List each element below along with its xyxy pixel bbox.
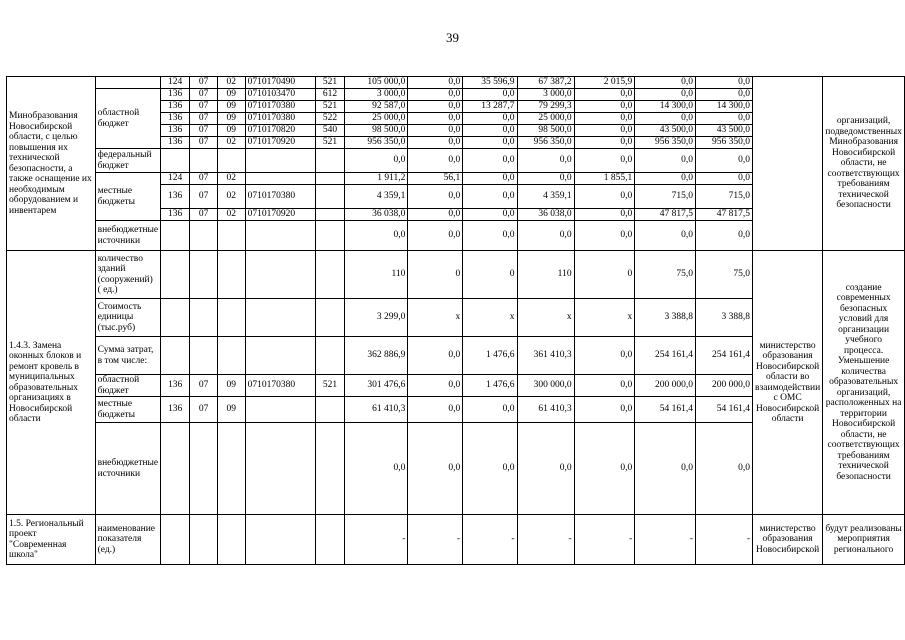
cell-rz bbox=[190, 337, 218, 375]
cell-y1: 300 000,0 bbox=[517, 375, 574, 397]
cell-y1: 110 bbox=[517, 251, 574, 299]
cell-total: 4 359,1 bbox=[344, 185, 407, 209]
source-cell: областной бюджет bbox=[95, 89, 161, 149]
result-cell: организаций, подведомственных Минобразования Новосибирской области, не соответствующих требованиям технической безопасности bbox=[823, 77, 905, 251]
cell-y3: 0,0 bbox=[635, 113, 696, 125]
cell-grbs: 136 bbox=[161, 113, 190, 125]
cell-pr bbox=[217, 515, 245, 565]
cell-csr: 0710170380 bbox=[245, 185, 315, 209]
cell-grbs: 136 bbox=[161, 209, 190, 221]
cell-rz bbox=[190, 251, 218, 299]
cell-total: 36 038,0 bbox=[344, 209, 407, 221]
cell-fed: 0,0 bbox=[408, 397, 463, 423]
cell-csr: 0710103470 bbox=[245, 89, 315, 101]
cell-y2: 0,0 bbox=[574, 337, 635, 375]
cell-reg: 13 287,7 bbox=[463, 101, 517, 113]
cell-y2: 0,0 bbox=[574, 209, 635, 221]
cell-y2: 0 bbox=[574, 251, 635, 299]
cell-rz: 07 bbox=[190, 89, 218, 101]
cell-grbs: 136 bbox=[161, 101, 190, 113]
cell-rz bbox=[190, 515, 218, 565]
cell-pr: 02 bbox=[217, 173, 245, 185]
cell-grbs bbox=[161, 299, 190, 337]
cell-grbs: 136 bbox=[161, 397, 190, 423]
executor-cell bbox=[753, 77, 823, 251]
cell-reg: 0,0 bbox=[463, 137, 517, 149]
cell-y4: 43 500,0 bbox=[695, 125, 752, 137]
cell-vr bbox=[315, 209, 344, 221]
cell-grbs: 136 bbox=[161, 375, 190, 397]
cell-y3: 43 500,0 bbox=[635, 125, 696, 137]
cell-y2: 2 015,9 bbox=[574, 77, 635, 89]
cell-pr bbox=[217, 423, 245, 515]
cell-csr bbox=[245, 515, 315, 565]
cell-grbs bbox=[161, 423, 190, 515]
cell-reg: 0,0 bbox=[463, 209, 517, 221]
result-cell: будут реализованы мероприятия регионального bbox=[823, 515, 905, 565]
cell-reg: 0,0 bbox=[463, 149, 517, 173]
cell-y3: 254 161,4 bbox=[635, 337, 696, 375]
cell-y1: 79 299,3 bbox=[517, 101, 574, 113]
cell-y2: 0,0 bbox=[574, 137, 635, 149]
cell-reg: 0,0 bbox=[463, 221, 517, 251]
cell-y3: 75,0 bbox=[635, 251, 696, 299]
cell-y4: 3 388,8 bbox=[695, 299, 752, 337]
cell-total: 3 299,0 bbox=[344, 299, 407, 337]
cell-total: 0,0 bbox=[344, 423, 407, 515]
page-number: 39 bbox=[446, 30, 459, 45]
cell-reg: 0,0 bbox=[463, 125, 517, 137]
source-cell: федеральный бюджет bbox=[95, 149, 161, 173]
cell-fed: 0,0 bbox=[408, 375, 463, 397]
cell-total: 61 410,3 bbox=[344, 397, 407, 423]
cell-pr: 09 bbox=[217, 375, 245, 397]
cell-vr bbox=[315, 423, 344, 515]
cell-rz: 07 bbox=[190, 77, 218, 89]
cell-pr bbox=[217, 221, 245, 251]
cell-pr: 02 bbox=[217, 185, 245, 209]
cell-csr bbox=[245, 337, 315, 375]
cell-fed: 0,0 bbox=[408, 337, 463, 375]
cell-csr: 0710170820 bbox=[245, 125, 315, 137]
cell-pr bbox=[217, 299, 245, 337]
cell-grbs: 124 bbox=[161, 77, 190, 89]
cell-csr: 0710170380 bbox=[245, 375, 315, 397]
cell-total: - bbox=[344, 515, 407, 565]
cell-total: 110 bbox=[344, 251, 407, 299]
cell-vr: 521 bbox=[315, 375, 344, 397]
cell-y1: 361 410,3 bbox=[517, 337, 574, 375]
cell-total: 105 000,0 bbox=[344, 77, 407, 89]
activity-cell: Минобразования Новосибирской области, с целью повышения их технической безопасности, а также оснащение их необходимым оборудованием и инвентарем bbox=[7, 77, 96, 251]
source-cell: Сумма затрат, в том числе: bbox=[95, 337, 161, 375]
source-cell: местные бюджеты bbox=[95, 397, 161, 423]
cell-y3: 54 161,4 bbox=[635, 397, 696, 423]
cell-pr: 02 bbox=[217, 77, 245, 89]
cell-vr bbox=[315, 397, 344, 423]
cell-fed: - bbox=[408, 515, 463, 565]
cell-reg: x bbox=[463, 299, 517, 337]
cell-vr: 540 bbox=[315, 125, 344, 137]
source-cell: внебюджетные источники bbox=[95, 423, 161, 515]
cell-vr bbox=[315, 221, 344, 251]
cell-reg: 0,0 bbox=[463, 185, 517, 209]
executor-cell: министерство образования Новосибирской bbox=[753, 515, 823, 565]
cell-pr: 09 bbox=[217, 397, 245, 423]
cell-y4: 200 000,0 bbox=[695, 375, 752, 397]
cell-grbs bbox=[161, 251, 190, 299]
source-cell: наименование показателя (ед.) bbox=[95, 515, 161, 565]
source-cell: внебюджетные источники bbox=[95, 221, 161, 251]
cell-y2: 0,0 bbox=[574, 221, 635, 251]
cell-fed: 0,0 bbox=[408, 89, 463, 101]
cell-rz: 07 bbox=[190, 137, 218, 149]
result-cell: создание современных безопасных условий для организации учебного процесса. Уменьшение количества образовательных организаций, расположенных на территории Новосибирской области, не соответствующих требованиям технической безопасности bbox=[823, 251, 905, 515]
cell-grbs: 136 bbox=[161, 185, 190, 209]
cell-csr: 0710170920 bbox=[245, 137, 315, 149]
cell-vr: 612 bbox=[315, 89, 344, 101]
cell-reg: 0,0 bbox=[463, 173, 517, 185]
cell-y2: 1 855,1 bbox=[574, 173, 635, 185]
cell-y4: - bbox=[695, 515, 752, 565]
cell-vr: 521 bbox=[315, 137, 344, 149]
cell-fed: 0,0 bbox=[408, 101, 463, 113]
cell-grbs: 136 bbox=[161, 125, 190, 137]
cell-grbs: 136 bbox=[161, 89, 190, 101]
cell-csr: 0710170380 bbox=[245, 101, 315, 113]
cell-y1: 98 500,0 bbox=[517, 125, 574, 137]
cell-csr: 0710170380 bbox=[245, 113, 315, 125]
source-cell: областной бюджет bbox=[95, 375, 161, 397]
cell-y1: 4 359,1 bbox=[517, 185, 574, 209]
cell-vr: 522 bbox=[315, 113, 344, 125]
cell-pr bbox=[217, 251, 245, 299]
cell-fed: 0,0 bbox=[408, 113, 463, 125]
cell-reg: 0,0 bbox=[463, 113, 517, 125]
cell-fed: 0,0 bbox=[408, 137, 463, 149]
cell-rz: 07 bbox=[190, 101, 218, 113]
cell-total: 0,0 bbox=[344, 221, 407, 251]
cell-vr: 521 bbox=[315, 77, 344, 89]
cell-total: 98 500,0 bbox=[344, 125, 407, 137]
cell-vr bbox=[315, 515, 344, 565]
cell-y2: 0,0 bbox=[574, 125, 635, 137]
cell-y3: 0,0 bbox=[635, 173, 696, 185]
cell-pr: 09 bbox=[217, 101, 245, 113]
cell-y4: 0,0 bbox=[695, 113, 752, 125]
source-cell bbox=[95, 77, 161, 89]
cell-pr: 09 bbox=[217, 89, 245, 101]
cell-csr bbox=[245, 397, 315, 423]
cell-y4: 0,0 bbox=[695, 423, 752, 515]
cell-rz: 07 bbox=[190, 397, 218, 423]
cell-y1: 25 000,0 bbox=[517, 113, 574, 125]
cell-y2: 0,0 bbox=[574, 113, 635, 125]
cell-rz bbox=[190, 299, 218, 337]
cell-csr: 0710170920 bbox=[245, 209, 315, 221]
cell-y2: 0,0 bbox=[574, 89, 635, 101]
cell-y2: 0,0 bbox=[574, 397, 635, 423]
cell-grbs: 124 bbox=[161, 173, 190, 185]
cell-rz bbox=[190, 221, 218, 251]
cell-grbs bbox=[161, 337, 190, 375]
cell-reg: 0 bbox=[463, 251, 517, 299]
cell-pr: 09 bbox=[217, 113, 245, 125]
cell-csr bbox=[245, 221, 315, 251]
cell-y1: 0,0 bbox=[517, 149, 574, 173]
cell-vr bbox=[315, 185, 344, 209]
cell-y3: 0,0 bbox=[635, 89, 696, 101]
cell-y4: 715,0 bbox=[695, 185, 752, 209]
cell-pr: 09 bbox=[217, 125, 245, 137]
cell-y4: 0,0 bbox=[695, 149, 752, 173]
cell-fed: 0,0 bbox=[408, 221, 463, 251]
cell-fed: x bbox=[408, 299, 463, 337]
cell-y3: 0,0 bbox=[635, 149, 696, 173]
cell-fed: 0,0 bbox=[408, 185, 463, 209]
cell-fed: 0,0 bbox=[408, 125, 463, 137]
cell-total: 92 587,0 bbox=[344, 101, 407, 113]
cell-csr bbox=[245, 423, 315, 515]
cell-csr bbox=[245, 251, 315, 299]
activity-cell: 1.5. Региональный проект "Современная школа" bbox=[7, 515, 96, 565]
cell-y3: 0,0 bbox=[635, 221, 696, 251]
cell-y1: 0,0 bbox=[517, 221, 574, 251]
cell-rz: 07 bbox=[190, 185, 218, 209]
cell-grbs bbox=[161, 149, 190, 173]
table-row bbox=[7, 77, 905, 89]
cell-y1: 61 410,3 bbox=[517, 397, 574, 423]
cell-reg: 0,0 bbox=[463, 89, 517, 101]
cell-y1: - bbox=[517, 515, 574, 565]
source-cell: Стоимость единицы (тыс.руб) bbox=[95, 299, 161, 337]
cell-reg: 1 476,6 bbox=[463, 375, 517, 397]
cell-y3: 715,0 bbox=[635, 185, 696, 209]
cell-fed: 0,0 bbox=[408, 209, 463, 221]
cell-total: 1 911,2 bbox=[344, 173, 407, 185]
cell-y1: 3 000,0 bbox=[517, 89, 574, 101]
cell-rz bbox=[190, 423, 218, 515]
cell-y3: 0,0 bbox=[635, 77, 696, 89]
cell-grbs bbox=[161, 515, 190, 565]
cell-fed: 0,0 bbox=[408, 77, 463, 89]
cell-fed: 0,0 bbox=[408, 423, 463, 515]
cell-y1: 36 038,0 bbox=[517, 209, 574, 221]
cell-y3: 47 817,5 bbox=[635, 209, 696, 221]
cell-vr bbox=[315, 299, 344, 337]
cell-y3: 0,0 bbox=[635, 423, 696, 515]
cell-pr bbox=[217, 337, 245, 375]
cell-total: 956 350,0 bbox=[344, 137, 407, 149]
cell-csr: 0710170490 bbox=[245, 77, 315, 89]
cell-reg: 1 476,6 bbox=[463, 337, 517, 375]
cell-y1: 956 350,0 bbox=[517, 137, 574, 149]
source-cell: количество зданий (сооружений) ( ед.) bbox=[95, 251, 161, 299]
cell-rz: 07 bbox=[190, 209, 218, 221]
cell-y4: 0,0 bbox=[695, 173, 752, 185]
cell-reg: 0,0 bbox=[463, 423, 517, 515]
cell-rz: 07 bbox=[190, 375, 218, 397]
cell-y2: 0,0 bbox=[574, 375, 635, 397]
table-row bbox=[7, 515, 905, 565]
cell-rz: 07 bbox=[190, 125, 218, 137]
cell-y4: 956 350,0 bbox=[695, 137, 752, 149]
cell-total: 362 886,9 bbox=[344, 337, 407, 375]
cell-vr: 521 bbox=[315, 101, 344, 113]
cell-rz: 07 bbox=[190, 113, 218, 125]
cell-pr bbox=[217, 149, 245, 173]
cell-y4: 54 161,4 bbox=[695, 397, 752, 423]
cell-y4: 0,0 bbox=[695, 77, 752, 89]
cell-y4: 254 161,4 bbox=[695, 337, 752, 375]
program-table bbox=[6, 76, 905, 565]
cell-pr: 02 bbox=[217, 137, 245, 149]
cell-y2: 0,0 bbox=[574, 423, 635, 515]
cell-y3: 14 300,0 bbox=[635, 101, 696, 113]
cell-y1: 0,0 bbox=[517, 423, 574, 515]
cell-y1: 0,0 bbox=[517, 173, 574, 185]
cell-y2: x bbox=[574, 299, 635, 337]
cell-csr bbox=[245, 149, 315, 173]
executor-cell: министерство образования Новосибирской области во взаимодействии с ОМС Новосибирской области bbox=[753, 251, 823, 515]
cell-y3: 200 000,0 bbox=[635, 375, 696, 397]
cell-vr bbox=[315, 149, 344, 173]
cell-pr: 02 bbox=[217, 209, 245, 221]
cell-y2: 0,0 bbox=[574, 185, 635, 209]
cell-y4: 14 300,0 bbox=[695, 101, 752, 113]
cell-total: 3 000,0 bbox=[344, 89, 407, 101]
cell-y4: 47 817,5 bbox=[695, 209, 752, 221]
cell-reg: 35 596,9 bbox=[463, 77, 517, 89]
cell-grbs bbox=[161, 221, 190, 251]
cell-total: 0,0 bbox=[344, 149, 407, 173]
cell-y4: 75,0 bbox=[695, 251, 752, 299]
cell-y3: 3 388,8 bbox=[635, 299, 696, 337]
cell-reg: 0,0 bbox=[463, 397, 517, 423]
cell-y3: - bbox=[635, 515, 696, 565]
source-cell: местные бюджеты bbox=[95, 173, 161, 221]
cell-fed: 0 bbox=[408, 251, 463, 299]
cell-total: 25 000,0 bbox=[344, 113, 407, 125]
cell-fed: 0,0 bbox=[408, 149, 463, 173]
cell-y2: 0,0 bbox=[574, 149, 635, 173]
cell-vr bbox=[315, 337, 344, 375]
cell-vr bbox=[315, 251, 344, 299]
cell-y1: x bbox=[517, 299, 574, 337]
cell-y2: 0,0 bbox=[574, 101, 635, 113]
cell-y1: 67 387,2 bbox=[517, 77, 574, 89]
activity-cell: 1.4.3. Замена оконных блоков и ремонт кровель в муниципальных образовательных организациях в Новосибирской области bbox=[7, 251, 96, 515]
cell-rz: 07 bbox=[190, 173, 218, 185]
cell-y3: 956 350,0 bbox=[635, 137, 696, 149]
table-row bbox=[7, 251, 905, 299]
cell-fed: 56,1 bbox=[408, 173, 463, 185]
cell-reg: - bbox=[463, 515, 517, 565]
cell-total: 301 476,6 bbox=[344, 375, 407, 397]
cell-y4: 0,0 bbox=[695, 89, 752, 101]
cell-csr bbox=[245, 173, 315, 185]
cell-grbs: 136 bbox=[161, 137, 190, 149]
cell-rz bbox=[190, 149, 218, 173]
cell-y4: 0,0 bbox=[695, 221, 752, 251]
cell-y2: - bbox=[574, 515, 635, 565]
cell-csr bbox=[245, 299, 315, 337]
cell-vr bbox=[315, 173, 344, 185]
